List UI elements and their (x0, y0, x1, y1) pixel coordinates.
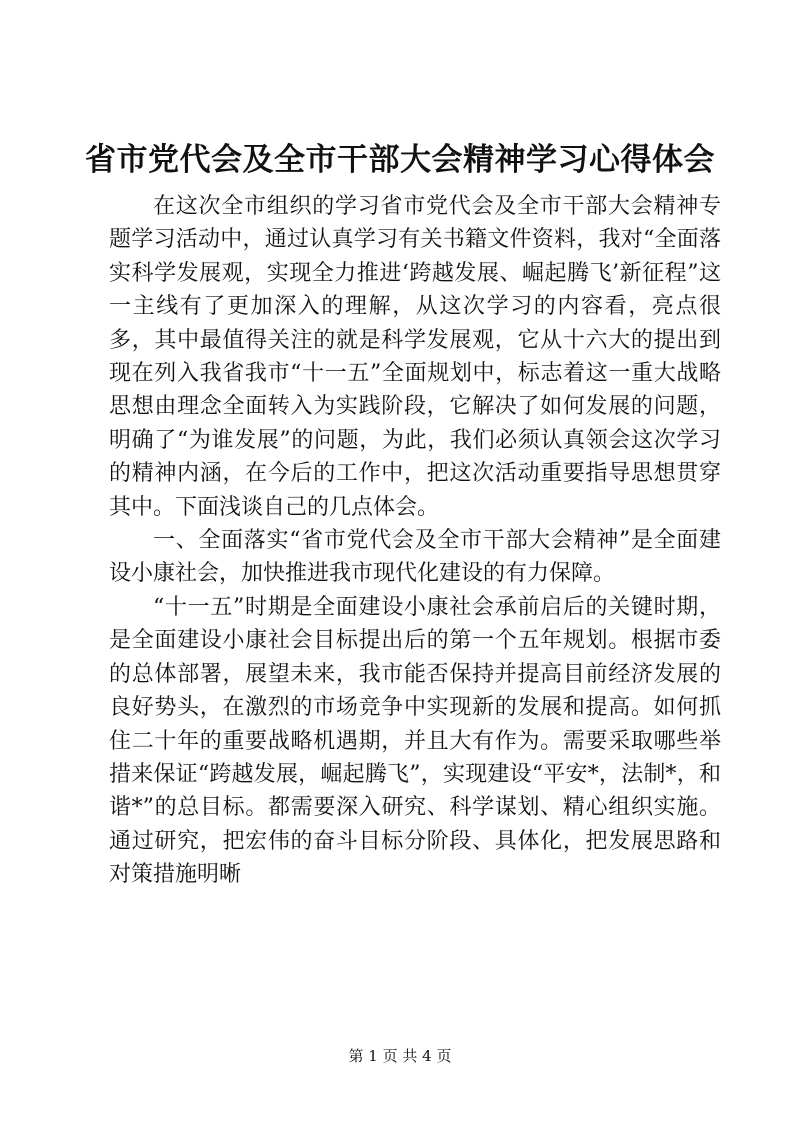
paragraph-section-one-heading: 一、全面落实“省市党代会及全市干部大会精神”是全面建设小康社会，加快推进我市现代化建设的有力保障。 (109, 528, 721, 587)
paragraph-section-one-body: “十一五”时期是全面建设小康社会承前启后的关键时期，是全面建设小康社会目标提出后的第一个五年规划。根据市委的总体部署，展望未来，我市能否保持并提高目前经济发展的良好势头，在激烈的市场竞争中实现新的发展和提高。如何抓住二十年的重要战略机遇期，并且大有作为。需要采取哪些举措来保证“跨越发展，崛起腾飞”，实现建设“平安*，法制*，和谐*”的总目标。都需要深入研究、科学谋划、精心组织实施。通过研究，把宏伟的奋斗目标分阶段、具体化，把发展思路和对策措施明晰 (109, 594, 721, 888)
page-number-footer: 第 1 页 共 4 页 (348, 1047, 452, 1065)
paragraph-intro: 在这次全市组织的学习省市党代会及全市干部大会精神专题学习活动中，通过认真学习有关书籍文件资料，我对“全面落实科学发展观，实现全力推进‘跨越发展、崛起腾飞’新征程”这一主线有了更加深入的理解，从这次学习的内容看，亮点很多，其中最值得关注的就是科学发展观，它从十六大的提出到现在列入我省我市“十一五”全面规划中，标志着这一重大战略思想由理念全面转入为实践阶段，它解决了如何发展的问题，明确了“为谁发展”的问题，为此，我们必须认真领会这次学习的精神内涵，在今后的工作中，把这次活动重要指导思想贯穿其中。下面浅谈自己的几点体会。 (109, 194, 721, 520)
document-title: 省市党代会及全市干部大会精神学习心得体会 (85, 142, 715, 178)
document-body (109, 190, 721, 892)
